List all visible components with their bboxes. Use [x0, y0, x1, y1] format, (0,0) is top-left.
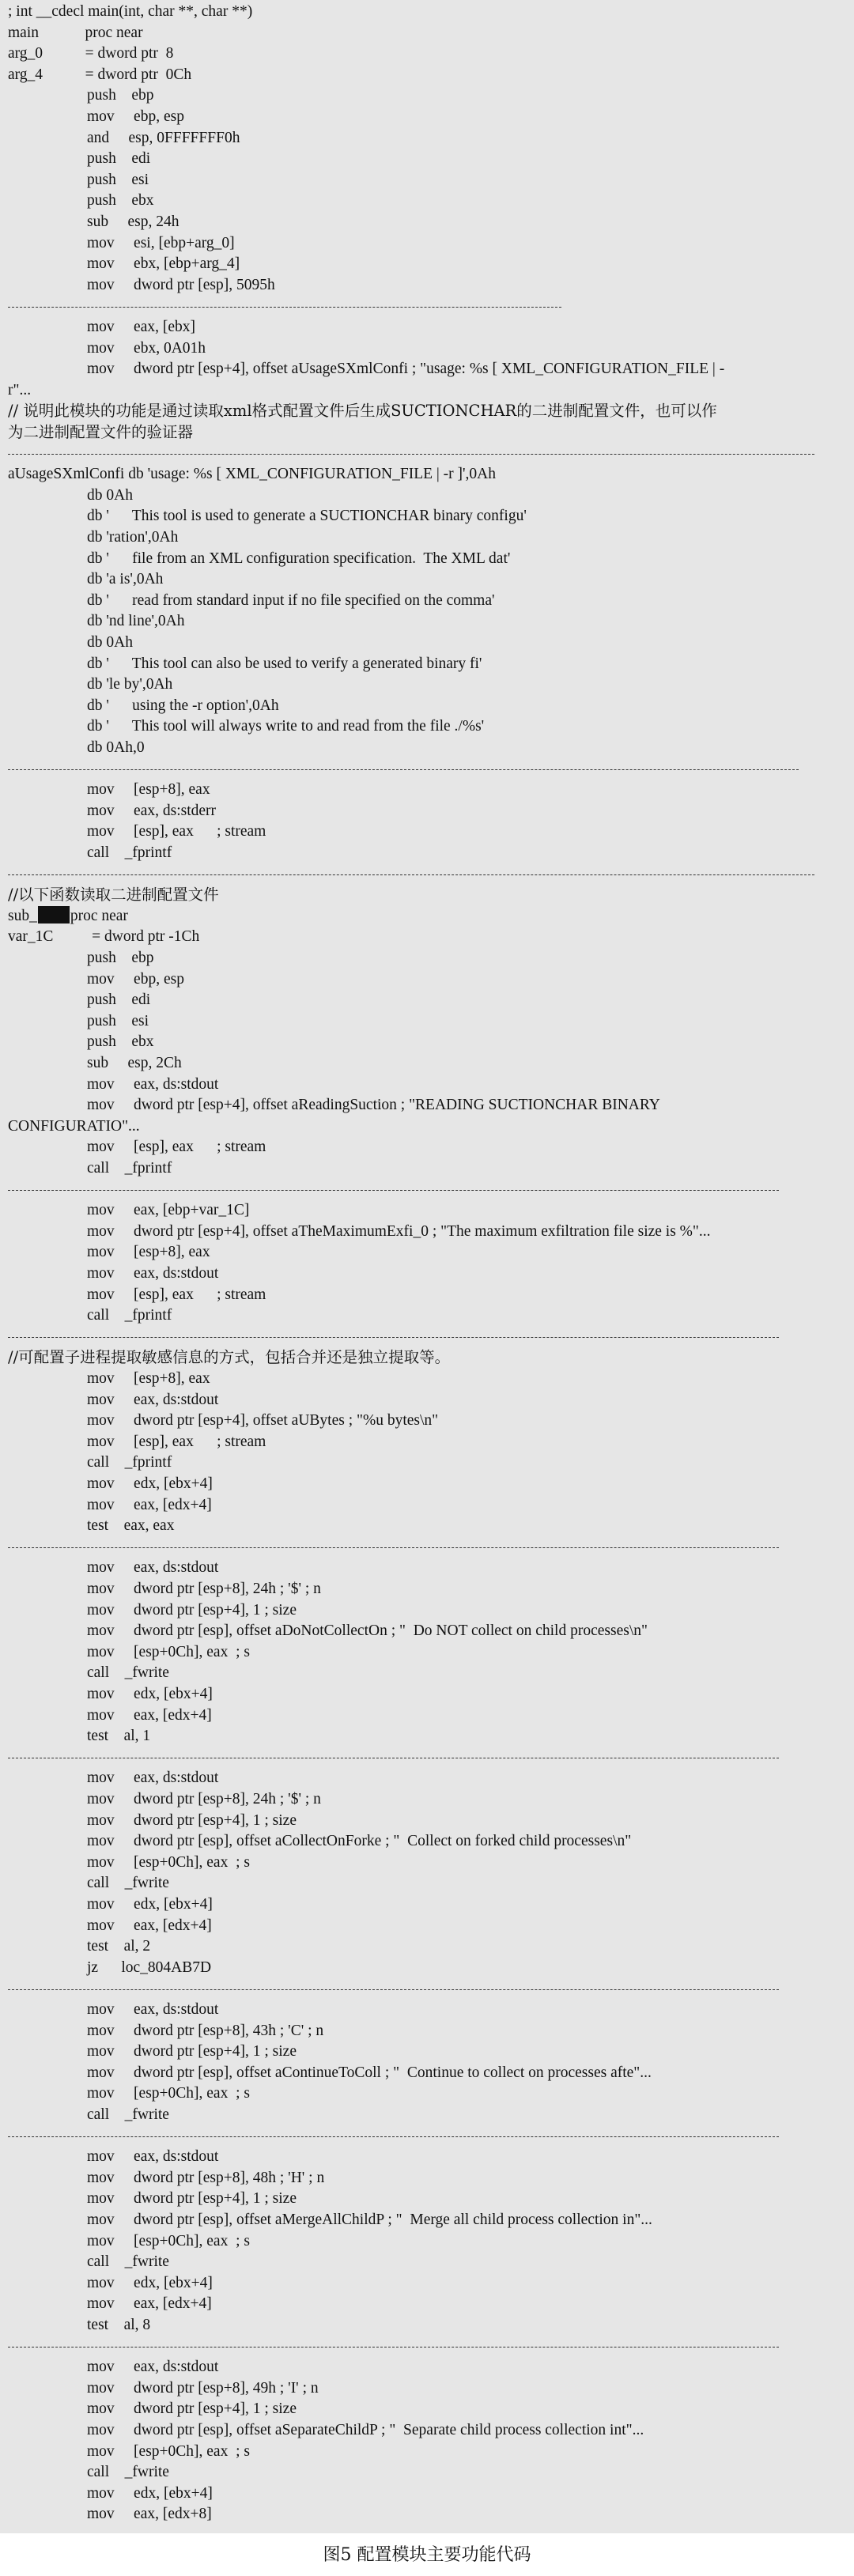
code-line	[0, 1369, 854, 1389]
code-text: mov dword ptr [esp+8], 48h ; 'H' ; n	[87, 2169, 325, 2186]
code-text: main proc near	[8, 24, 143, 41]
figure-caption: 图5 配置模块主要功能代码	[323, 2545, 531, 2565]
code-text: mov eax, [edx+4]	[87, 1706, 212, 1724]
code-text: mov eax, ds:stdout	[87, 2359, 219, 2376]
code-line	[0, 2063, 854, 2083]
code-text: call _fwrite	[87, 2464, 169, 2481]
code-line	[0, 317, 854, 338]
code-line	[0, 506, 854, 527]
code-text: mov [esp+0Ch], eax ; s	[87, 1853, 250, 1871]
code-text: mov [esp+0Ch], eax ; s	[87, 1643, 250, 1660]
code-text: mov eax, ds:stdout	[87, 1391, 219, 1408]
code-text: mov ebp, esp	[87, 970, 184, 988]
code-line	[0, 2504, 854, 2525]
code-line	[0, 633, 854, 653]
code-line	[0, 1495, 854, 1516]
code-text: and esp, 0FFFFFFF0h	[87, 129, 240, 146]
code-line	[0, 1642, 854, 1663]
code-line	[0, 1032, 854, 1052]
code-text: mov [esp], eax ; stream	[87, 823, 266, 840]
code-text: db ' read from standard input if no file specified on the comma'	[87, 591, 495, 609]
code-text: mov [esp], eax ; stream	[87, 1139, 266, 1156]
code-text: call _fwrite	[87, 1875, 169, 1892]
code-text: mov edx, [ebx+4]	[87, 2484, 213, 2502]
code-text: call _fwrite	[87, 2106, 169, 2123]
code-line	[0, 1684, 854, 1705]
code-text: mov [esp+8], eax	[87, 781, 210, 799]
code-line	[0, 380, 854, 401]
code-text: mov [esp+8], eax	[87, 1370, 210, 1387]
code-text: var_1C = dword ptr -1Ch	[8, 928, 200, 946]
code-text: jz loc_804AB7D	[87, 1958, 212, 1976]
code-line	[0, 843, 854, 863]
code-line	[0, 1873, 854, 1894]
code-text: mov esi, [ebp+arg_0]	[87, 234, 235, 251]
code-text: mov dword ptr [esp+4], offset aUBytes ; "%u bytes\n"	[87, 1412, 439, 1430]
code-text: call _fprintf	[87, 844, 172, 861]
code-line	[0, 2083, 854, 2104]
code-text: mov eax, [edx+8]	[87, 2506, 212, 2523]
code-text: // 说明此模块的功能是通过读取xml格式配置文件后生成SUCTIONCHAR的二进制配置文件，也可以作	[8, 402, 717, 421]
code-text: mov eax, ds:stdout	[87, 1265, 219, 1282]
code-line	[0, 780, 854, 800]
code-text: mov eax, ds:stdout	[87, 1075, 219, 1093]
code-text: test al, 2	[87, 1938, 151, 1955]
code-text: mov eax, ds:stdout	[87, 2001, 219, 2018]
code-line	[0, 149, 854, 169]
code-line	[0, 569, 854, 590]
code-text: db 'le by',0Ah	[87, 676, 173, 693]
code-text: db ' file from an XML configuration specification. The XML dat'	[87, 550, 511, 567]
code-line	[0, 1285, 854, 1305]
section-divider	[8, 1989, 779, 1990]
code-text: mov dword ptr [esp+4], 1 ; size	[87, 1811, 297, 1829]
code-line	[0, 611, 854, 632]
code-line	[0, 1726, 854, 1747]
code-text: mov dword ptr [esp+4], 1 ; size	[87, 1601, 297, 1618]
code-line	[0, 801, 854, 822]
code-text: mov eax, [edx+4]	[87, 1496, 212, 1513]
code-line	[0, 1894, 854, 1915]
code-text: mov dword ptr [esp], offset aContinueToColl ; " Continue to collect on processes afte"...	[87, 2064, 652, 2081]
code-text: push ebp	[87, 950, 154, 966]
code-text: arg_4 = dword ptr 0Ch	[8, 66, 192, 83]
code-text: call _fwrite	[87, 1664, 169, 1682]
code-text: mov dword ptr [esp+8], 24h ; '$' ; n	[87, 1581, 321, 1597]
code-line	[0, 927, 854, 947]
code-text: arg_0 = dword ptr 8	[8, 45, 174, 62]
code-text: mov eax, [ebx]	[87, 319, 195, 335]
code-text: mov dword ptr [esp+4], 1 ; size	[87, 2400, 297, 2418]
code-line	[0, 1705, 854, 1726]
code-comment-line	[0, 401, 854, 421]
code-line	[0, 212, 854, 232]
code-text: r"...	[8, 381, 32, 398]
code-text: mov dword ptr [esp+4], offset aTheMaximumExfi_0 ; "The maximum exfiltration file size is %"...	[87, 1222, 711, 1240]
code-line	[0, 1579, 854, 1600]
code-comment-line	[0, 885, 854, 905]
code-line	[0, 233, 854, 254]
code-line	[0, 716, 854, 737]
code-comment-line	[0, 422, 854, 443]
code-line	[0, 948, 854, 969]
code-text: proc near	[70, 907, 128, 924]
code-text: db ' This tool is used to generate a SUCTIONCHAR binary configu'	[87, 508, 527, 525]
code-line	[0, 1137, 854, 1158]
code-text: db 0Ah	[87, 486, 133, 504]
code-line	[0, 1831, 854, 1852]
code-text: sub esp, 2Ch	[87, 1055, 182, 1071]
code-line	[0, 2273, 854, 2294]
code-comment-line	[0, 1347, 854, 1368]
code-line	[0, 2021, 854, 2042]
code-line	[0, 85, 854, 106]
code-line	[0, 1432, 854, 1452]
code-text: push edi	[87, 150, 151, 168]
code-line	[0, 969, 854, 990]
code-text: db 0Ah	[87, 634, 133, 651]
code-line	[0, 1936, 854, 1957]
section-divider	[8, 769, 799, 770]
code-line	[0, 43, 854, 64]
code-line	[0, 170, 854, 191]
code-line	[0, 485, 854, 506]
code-text: db 'ration',0Ah	[87, 529, 179, 546]
code-text: mov dword ptr [esp+8], 49h ; 'I' ; n	[87, 2379, 319, 2397]
code-text: mov edx, [ebx+4]	[87, 2274, 213, 2291]
code-text: sub_	[8, 907, 37, 924]
code-text: mov ebx, 0A01h	[87, 339, 206, 357]
code-line	[0, 2315, 854, 2336]
code-text: CONFIGURATIO"...	[8, 1117, 140, 1135]
code-text: mov eax, ds:stdout	[87, 1770, 219, 1787]
section-divider	[8, 1547, 779, 1548]
code-text: mov dword ptr [esp], offset aSeparateChildP ; " Separate child process collection int"...	[87, 2422, 644, 2438]
code-text: push ebp	[87, 87, 154, 104]
code-line	[0, 1958, 854, 1978]
code-text: db 'nd line',0Ah	[87, 613, 185, 630]
code-text: mov [esp+0Ch], eax ; s	[87, 2085, 250, 2102]
code-text: mov edx, [ebx+4]	[87, 1686, 213, 1702]
code-line	[0, 1916, 854, 1936]
code-line	[0, 65, 854, 85]
code-line	[0, 2294, 854, 2314]
code-text: sub esp, 24h	[87, 213, 179, 230]
code-text: db ' This tool will always write to and read from the file ./%s'	[87, 718, 485, 735]
code-line	[0, 191, 854, 211]
code-text: mov eax, ds:stdout	[87, 2148, 219, 2166]
code-line	[0, 128, 854, 149]
code-text: mov eax, ds:stdout	[87, 1559, 219, 1577]
code-line	[0, 1474, 854, 1494]
code-line	[0, 1516, 854, 1536]
code-text: mov eax, [edx+4]	[87, 1917, 212, 1934]
code-text: mov dword ptr [esp], offset aMergeAllChildP ; " Merge all child process collection in"...	[87, 2212, 652, 2228]
code-line	[0, 107, 854, 127]
code-text: mov dword ptr [esp+4], 1 ; size	[87, 2190, 297, 2208]
code-text: mov dword ptr [esp], offset aDoNotCollectOn ; " Do NOT collect on child processes\n"	[87, 1622, 648, 1640]
code-line	[0, 527, 854, 548]
code-line	[0, 338, 854, 359]
code-text: push esi	[87, 1012, 149, 1029]
code-line	[0, 1789, 854, 1810]
redacted-block	[38, 906, 70, 924]
code-line	[0, 2105, 854, 2125]
code-line	[0, 674, 854, 695]
code-text: push esi	[87, 171, 149, 188]
code-text: //以下函数读取二进制配置文件	[8, 886, 219, 905]
code-text: mov dword ptr [esp+4], offset aUsageSXmlConfi ; "usage: %s [ XML_CONFIGURATION_FILE | -	[87, 361, 725, 378]
code-text: mov [esp+0Ch], eax ; s	[87, 2232, 250, 2249]
code-text: mov eax, ds:stderr	[87, 802, 217, 819]
code-text: mov eax, [ebp+var_1C]	[87, 1202, 250, 1219]
code-text: mov dword ptr [esp+4], 1 ; size	[87, 2043, 297, 2060]
code-line	[0, 822, 854, 842]
code-line	[0, 1263, 854, 1284]
code-text: mov [esp+0Ch], eax ; s	[87, 2442, 250, 2460]
code-line	[0, 2231, 854, 2252]
code-line	[0, 2042, 854, 2062]
code-text: mov dword ptr [esp+4], offset aReadingSuction ; "READING SUCTIONCHAR BINARY	[87, 1097, 660, 1114]
code-line	[0, 1200, 854, 1221]
code-line	[0, 1621, 854, 1641]
section-divider	[8, 1190, 779, 1191]
section-divider	[8, 1337, 779, 1338]
code-line	[0, 2147, 854, 2167]
code-text: mov [esp], eax ; stream	[87, 1433, 266, 1450]
code-text: push ebx	[87, 1033, 154, 1051]
code-line	[0, 2462, 854, 2483]
code-line	[0, 654, 854, 674]
code-line	[0, 1411, 854, 1431]
code-line	[0, 2168, 854, 2189]
code-text: call _fprintf	[87, 1307, 172, 1324]
code-text: call _fprintf	[87, 1454, 172, 1471]
code-text: mov [esp], eax ; stream	[87, 1286, 266, 1303]
code-line	[0, 2399, 854, 2419]
code-line	[0, 1853, 854, 1873]
code-text: ; int __cdecl main(int, char **, char **)	[8, 3, 253, 20]
code-line	[0, 2442, 854, 2462]
code-text: db 'a is',0Ah	[87, 571, 164, 588]
code-line	[0, 464, 854, 485]
code-text: test eax, eax	[87, 1517, 175, 1535]
code-line	[0, 906, 854, 927]
code-line	[0, 1242, 854, 1263]
section-divider	[8, 874, 814, 875]
code-line	[0, 1095, 854, 1116]
code-line	[0, 1116, 854, 1137]
code-line	[0, 1452, 854, 1473]
code-text: test al, 8	[87, 2317, 151, 2333]
code-line	[0, 990, 854, 1010]
code-line	[0, 254, 854, 274]
section-divider	[8, 2136, 779, 2137]
code-line	[0, 2189, 854, 2209]
code-text: mov edx, [ebx+4]	[87, 1896, 213, 1913]
code-line	[0, 1768, 854, 1788]
code-line	[0, 275, 854, 296]
code-line	[0, 1558, 854, 1578]
code-line	[0, 2420, 854, 2441]
code-line	[0, 1811, 854, 1831]
code-line	[0, 2252, 854, 2272]
code-text: mov dword ptr [esp+8], 24h ; '$' ; n	[87, 1791, 321, 1807]
code-text: db ' using the -r option',0Ah	[87, 697, 279, 714]
code-text: mov ebx, [ebp+arg_4]	[87, 255, 240, 273]
code-line	[0, 1663, 854, 1683]
code-text: mov eax, [edx+4]	[87, 2295, 212, 2313]
code-line	[0, 1011, 854, 1032]
code-line	[0, 2210, 854, 2230]
code-text: mov dword ptr [esp+8], 43h ; 'C' ; n	[87, 2022, 324, 2039]
code-text: mov dword ptr [esp], 5095h	[87, 276, 275, 293]
code-text: test al, 1	[87, 1728, 151, 1745]
section-divider	[8, 454, 814, 455]
code-text: mov ebp, esp	[87, 108, 184, 125]
code-text: push edi	[87, 991, 151, 1009]
section-divider	[8, 307, 561, 308]
code-text: push ebx	[87, 192, 154, 210]
code-line	[0, 738, 854, 758]
code-line	[0, 696, 854, 716]
code-line	[0, 1222, 854, 1242]
code-line	[0, 1305, 854, 1326]
code-line	[0, 1053, 854, 1074]
code-line	[0, 1600, 854, 1621]
code-text: //可配置子进程提取敏感信息的方式，包括合并还是独立提取等。	[8, 1348, 451, 1367]
code-line	[0, 2000, 854, 2020]
code-text: mov dword ptr [esp], offset aCollectOnForke ; " Collect on forked child processes\n"	[87, 1833, 632, 1850]
code-line	[0, 23, 854, 43]
code-line	[0, 591, 854, 611]
code-line	[0, 2, 854, 22]
code-line	[0, 549, 854, 569]
code-line	[0, 1158, 854, 1179]
code-line	[0, 1390, 854, 1411]
code-text: 为二进制配置文件的验证器	[8, 423, 194, 441]
code-line	[0, 2483, 854, 2504]
code-line	[0, 359, 854, 380]
code-line	[0, 2357, 854, 2378]
code-text: mov [esp+8], eax	[87, 1244, 210, 1261]
code-line	[0, 2378, 854, 2399]
code-text: call _fwrite	[87, 2253, 169, 2271]
code-line	[0, 1075, 854, 1095]
code-text: call _fprintf	[87, 1160, 172, 1177]
code-text: db ' This tool can also be used to verify a generated binary fi'	[87, 655, 482, 672]
code-text: db 0Ah,0	[87, 739, 145, 756]
code-text: aUsageSXmlConfi db 'usage: %s [ XML_CONFIGURATION_FILE | -r ]',0Ah	[8, 466, 496, 483]
code-text: mov edx, [ebx+4]	[87, 1475, 213, 1492]
